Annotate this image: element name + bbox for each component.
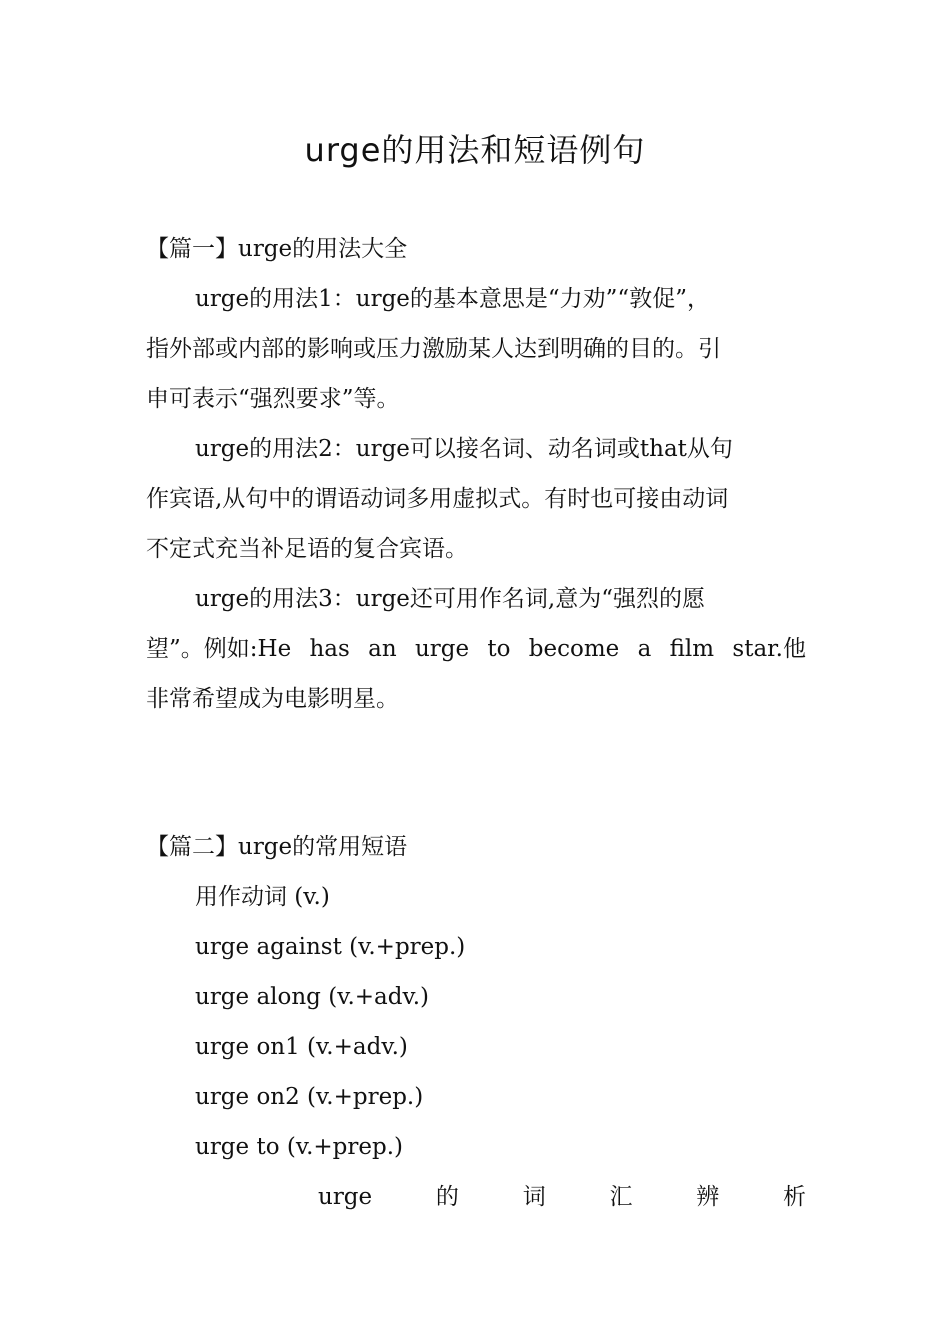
- word: 望”。例如:He: [146, 636, 292, 662]
- word: become: [528, 636, 620, 662]
- phrase-item: urge on2 (v.+prep.): [195, 1084, 424, 1110]
- paragraph2-line1: urge的用法2：urge可以接名词、动名词或that从句: [195, 436, 733, 462]
- section2-heading: 【篇二】urge的常用短语: [146, 834, 408, 860]
- paragraph3-line1: urge的用法3：urge还可用作名词,意为“强烈的愿: [195, 586, 705, 612]
- word: 辨: [696, 1184, 720, 1210]
- word: urge: [318, 1184, 373, 1210]
- section1-heading: 【篇一】urge的用法大全: [146, 236, 408, 262]
- word: star.他: [732, 636, 806, 662]
- paragraph3-line3: 非常希望成为电影明星。: [146, 686, 399, 712]
- phrase-item: urge to (v.+prep.): [195, 1134, 404, 1160]
- paragraph2-line2: 作宾语,从句中的谓语动词多用虚拟式。有时也可接由动词: [146, 486, 729, 512]
- word: an: [368, 636, 397, 662]
- word: a: [637, 636, 652, 662]
- paragraph3-line2: [146, 634, 806, 664]
- word: to: [487, 636, 511, 662]
- paragraph1-line3: 申可表示“强烈要求”等。: [146, 386, 400, 412]
- paragraph2-line3: 不定式充当补足语的复合宾语。: [146, 536, 468, 562]
- phrase-item: 用作动词 (v.): [195, 884, 330, 910]
- word: has: [309, 636, 350, 662]
- paragraph1-line2: 指外部或内部的影响或压力激励某人达到明确的目的。引: [146, 336, 721, 362]
- phrase-item: urge against (v.+prep.): [195, 934, 466, 960]
- phrase-item: urge on1 (v.+adv.): [195, 1034, 408, 1060]
- phrase-item: urge along (v.+adv.): [195, 984, 430, 1010]
- paragraph1-line1: urge的用法1：urge的基本意思是“力劝”“敦促”，: [195, 286, 710, 312]
- vocabulary-analysis-heading: [318, 1182, 806, 1212]
- word: urge: [414, 636, 470, 662]
- word: film: [669, 636, 715, 662]
- word: 析: [782, 1184, 806, 1210]
- word: 的: [435, 1184, 459, 1210]
- document-title: urge的用法和短语例句: [304, 131, 646, 169]
- word: 词: [522, 1184, 546, 1210]
- word: 汇: [609, 1184, 633, 1210]
